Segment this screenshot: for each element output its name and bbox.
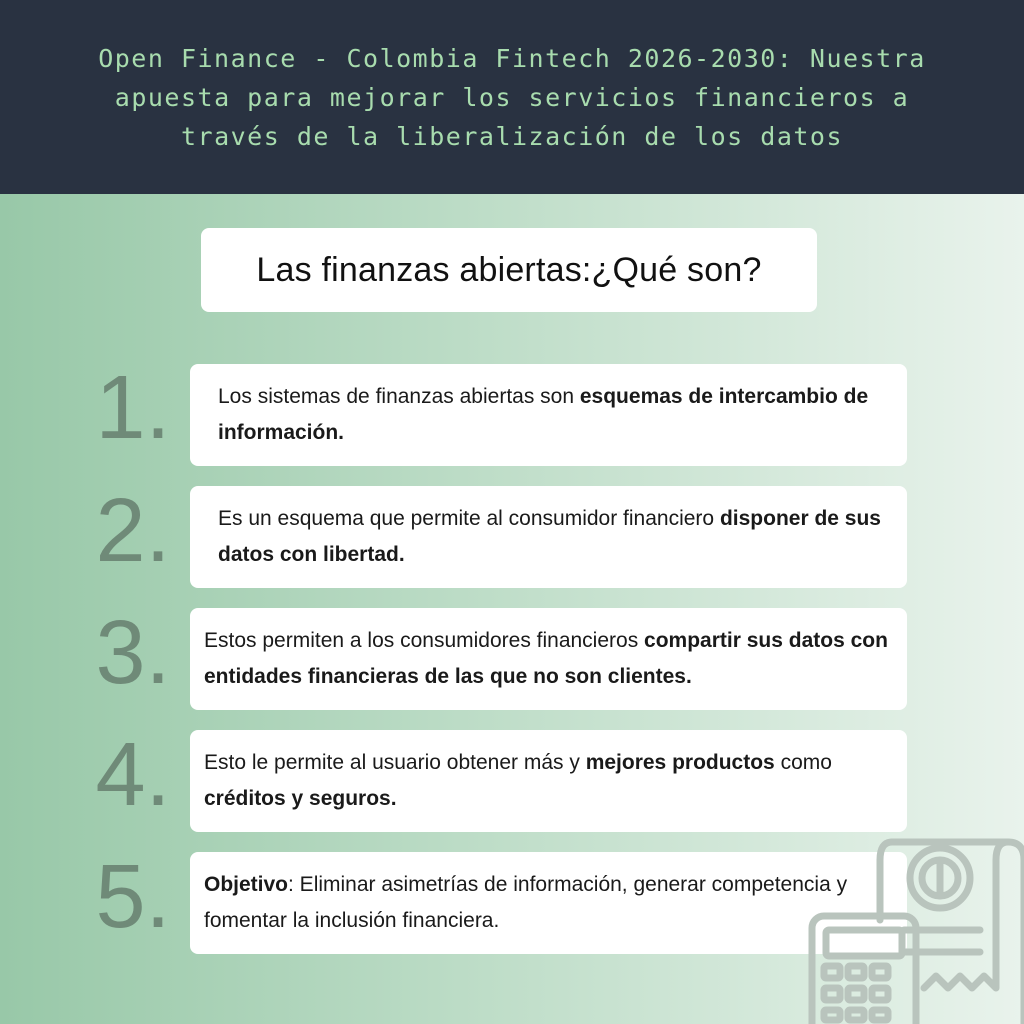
calculator-icon <box>812 916 916 1024</box>
item-number-4: 4. <box>95 725 171 825</box>
finance-decoration <box>800 820 1024 1024</box>
item-card-3 <box>190 608 907 710</box>
header-title: Open Finance - Colombia Fintech 2026-2030: Nuestra apuesta para mejorar los servicios financieros a través de la liberalización de los datos <box>98 43 926 151</box>
item-card-1 <box>190 364 907 466</box>
item-text-5: Objetivo: Eliminar asimetrías de información, generar competencia y fomentar la inclusión financiera. <box>204 873 848 932</box>
item-number-2: 2. <box>95 481 171 581</box>
item-number-5: 5. <box>95 847 171 947</box>
item-text-4: Esto le permite al usuario obtener más y mejores productos como créditos y seguros. <box>204 751 832 810</box>
header-banner <box>0 0 1024 194</box>
item-text-3: Estos permiten a los consumidores financieros compartir sus datos con entidades financieras de las que no son clientes. <box>204 629 888 688</box>
item-card-2 <box>190 486 907 588</box>
subtitle-box <box>201 228 817 312</box>
item-number-3: 3. <box>95 603 171 703</box>
item-card-4 <box>190 730 907 832</box>
item-text-1: Los sistemas de finanzas abiertas son esquemas de intercambio de información. <box>218 385 869 444</box>
subtitle: Las finanzas abiertas:¿Qué son? <box>256 250 762 289</box>
item-number-1: 1. <box>95 358 171 458</box>
item-text-2: Es un esquema que permite al consumidor financiero disponer de sus datos con libertad. <box>218 507 881 566</box>
